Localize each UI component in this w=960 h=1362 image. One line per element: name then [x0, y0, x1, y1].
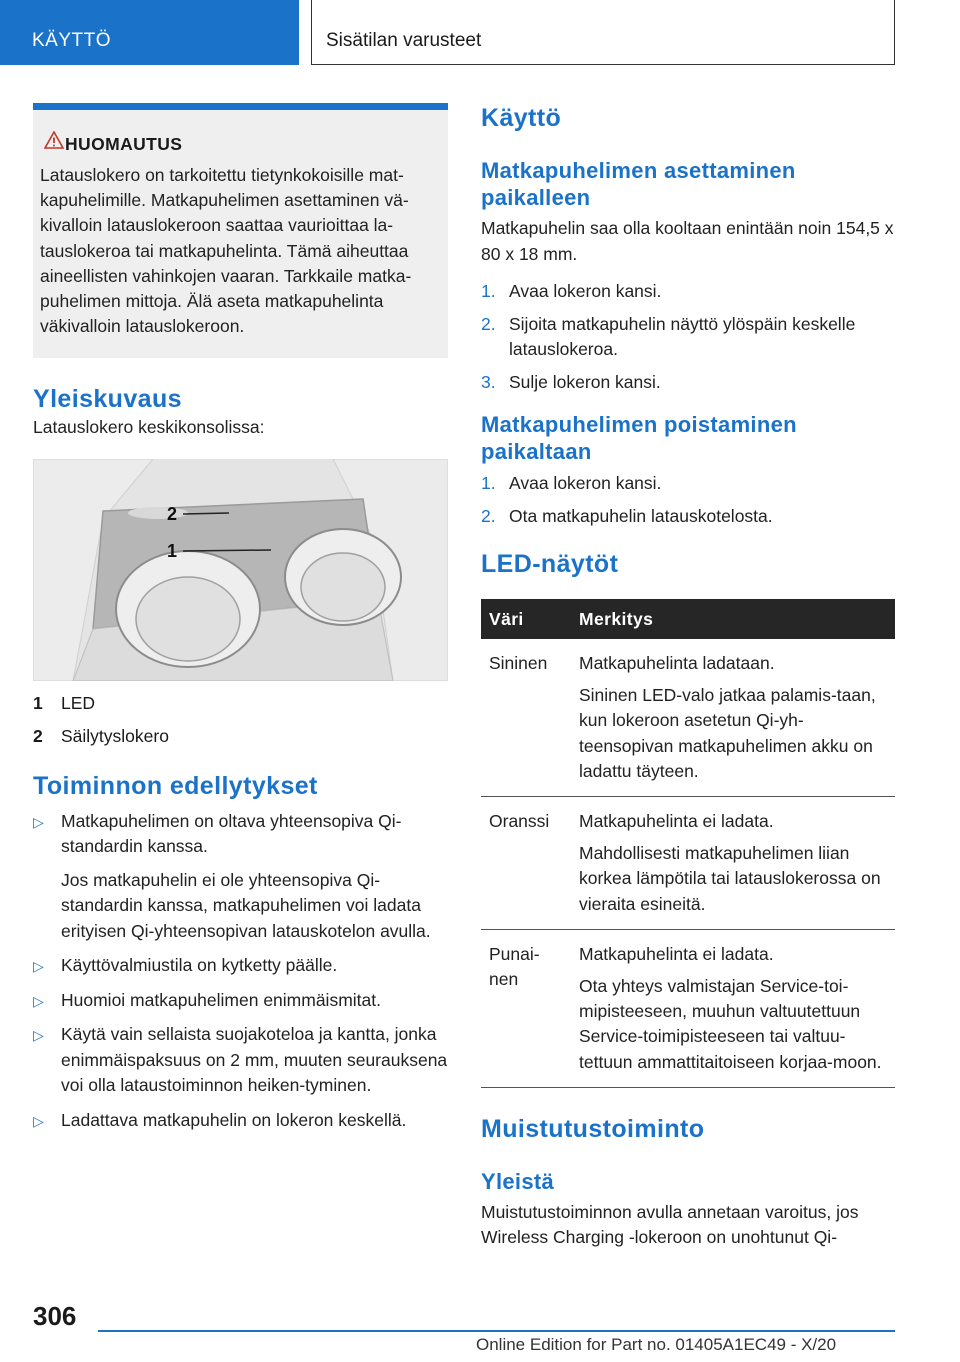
list-item: 2. Sijoita matkapuhelin näyttö ylöspäin keskelle latauslokeroa.: [481, 313, 856, 359]
table-row: Punai-nen Matkapuhelinta ei ladata. Ota yhteys valmistajan Service-toi-mipisteeseen, muuhun valtuutettuun Service-toimipisteeseen tai valtuu-tettuun ammattitaitoiseen korjaa-moon.: [481, 929, 895, 1087]
reminder-text: Muistutustoiminnon avulla annetaan varoitus, jos Wireless Charging -lokeroon on unohtunut Qi-: [481, 1201, 859, 1248]
warning-icon: [44, 131, 64, 149]
requirements-heading: Toiminnon edellytykset: [33, 771, 318, 800]
remove-steps: [481, 471, 895, 529]
overview-intro: Latauslokero keskikonsolissa:: [33, 417, 265, 437]
right-column: [481, 103, 895, 1251]
list-item: ▷ Käytä vain sellaista suojakoteloa ja kantta, jonka enimmäispaksuus on 2 mm, muuten seurauksena voi olla lataustoiminnon heiken-tyminen.: [33, 1024, 448, 1095]
reminder-heading: Muistutustoiminto: [481, 1114, 705, 1143]
overview-heading: Yleiskuvaus: [33, 385, 182, 413]
left-column: [33, 103, 448, 1142]
column-header-color: Väri: [481, 599, 571, 639]
list-item: 1. Avaa lokeron kansi.: [481, 281, 662, 301]
footer-divider: [98, 1330, 895, 1332]
remove-heading: Matkapuhelimen poistaminen paikaltaan: [481, 412, 797, 464]
chapter-label: KÄYTTÖ: [32, 30, 112, 51]
reminder-subheading: Yleistä: [481, 1168, 555, 1194]
table-header-row: [481, 599, 895, 639]
triangle-bullet-icon: ▷: [33, 1112, 44, 1129]
notice-text: Latauslokero on tarkoitettu tietynkokoisille mat-kapuhelimille. Matkapuhelimen asettaminen vä-kivalloin latauslokeroon saattaa vaurioittaa la-tauslokeroa tai matkapuhelinta. Tämä aiheuttaa aineellisten vahinkojen vaaran. Tarkkaile matka-puhelimen mittoja. Älä aseta matkapuhelinta väkivalloin latauslokeroon.: [40, 165, 412, 337]
legend-item: 1 LED: [33, 692, 96, 713]
insert-intro: Matkapuhelin saa olla kooltaan enintään noin 154,5 x 80 x 18 mm.: [481, 218, 894, 264]
list-item: ▷ Matkapuhelimen on oltava yhteensopiva Qi-standardin kanssa. Jos matkapuhelin ei ole yhteensopiva Qi-standardin kanssa, matkapuhelimen voi ladata erityisen Qi-yhteensopivan latauskotelon avulla.: [33, 810, 431, 941]
chapter-tab: [0, 0, 299, 65]
notice-box: [33, 103, 448, 358]
insert-steps: [481, 279, 895, 395]
led-table: [481, 599, 895, 1088]
callout-1: 1: [167, 540, 178, 561]
led-heading: LED-näytöt: [481, 550, 619, 578]
footer-edition: Online Edition for Part no. 01405A1EC49 - X/20: [476, 1335, 837, 1354]
triangle-bullet-icon: ▷: [33, 992, 44, 1009]
list-item: ▷ Ladattava matkapuhelin on lokeron keskellä.: [33, 1108, 448, 1134]
section-header: [311, 0, 895, 65]
list-item: ▷ Käyttövalmiustila on kytketty päälle.: [33, 953, 448, 979]
legend-item: 2 Säilytyslokero: [33, 725, 169, 746]
table-row: Sininen Matkapuhelinta ladataan. Sininen LED-valo jatkaa palamis-taan, kun lokeroon asetetun Qi-yh-teensopivan matkapuhelimen akku on ladattu täyteen.: [481, 639, 895, 797]
charging-tray-image: [33, 459, 448, 681]
insert-heading: Matkapuhelimen asettaminen paikalleen: [481, 158, 796, 210]
column-header-meaning: Merkitys: [571, 599, 895, 639]
page-number: 306: [33, 1301, 77, 1331]
callout-2: 2: [167, 503, 178, 524]
requirements-list: [33, 809, 448, 1134]
table-row: Oranssi Matkapuhelinta ei ladata. Mahdollisesti matkapuhelimen liian korkea lämpötila tai latauslokerossa on vieraita esineitä.: [481, 797, 895, 930]
triangle-bullet-icon: ▷: [33, 813, 44, 830]
notice-title: HUOMAUTUS: [40, 134, 441, 155]
triangle-bullet-icon: ▷: [33, 958, 44, 974]
section-label: Sisätilan varusteet: [326, 30, 482, 51]
triangle-bullet-icon: ▷: [33, 1027, 44, 1043]
usage-heading: Käyttö: [481, 104, 562, 132]
list-item: ▷ Huomioi matkapuhelimen enimmäismitat.: [33, 988, 448, 1014]
list-item: 1. Avaa lokeron kansi.: [481, 473, 662, 493]
list-item: 2. Ota matkapuhelin latauskotelosta.: [481, 505, 773, 526]
list-item: 3. Sulje lokeron kansi.: [481, 371, 661, 392]
legend: [33, 687, 448, 753]
